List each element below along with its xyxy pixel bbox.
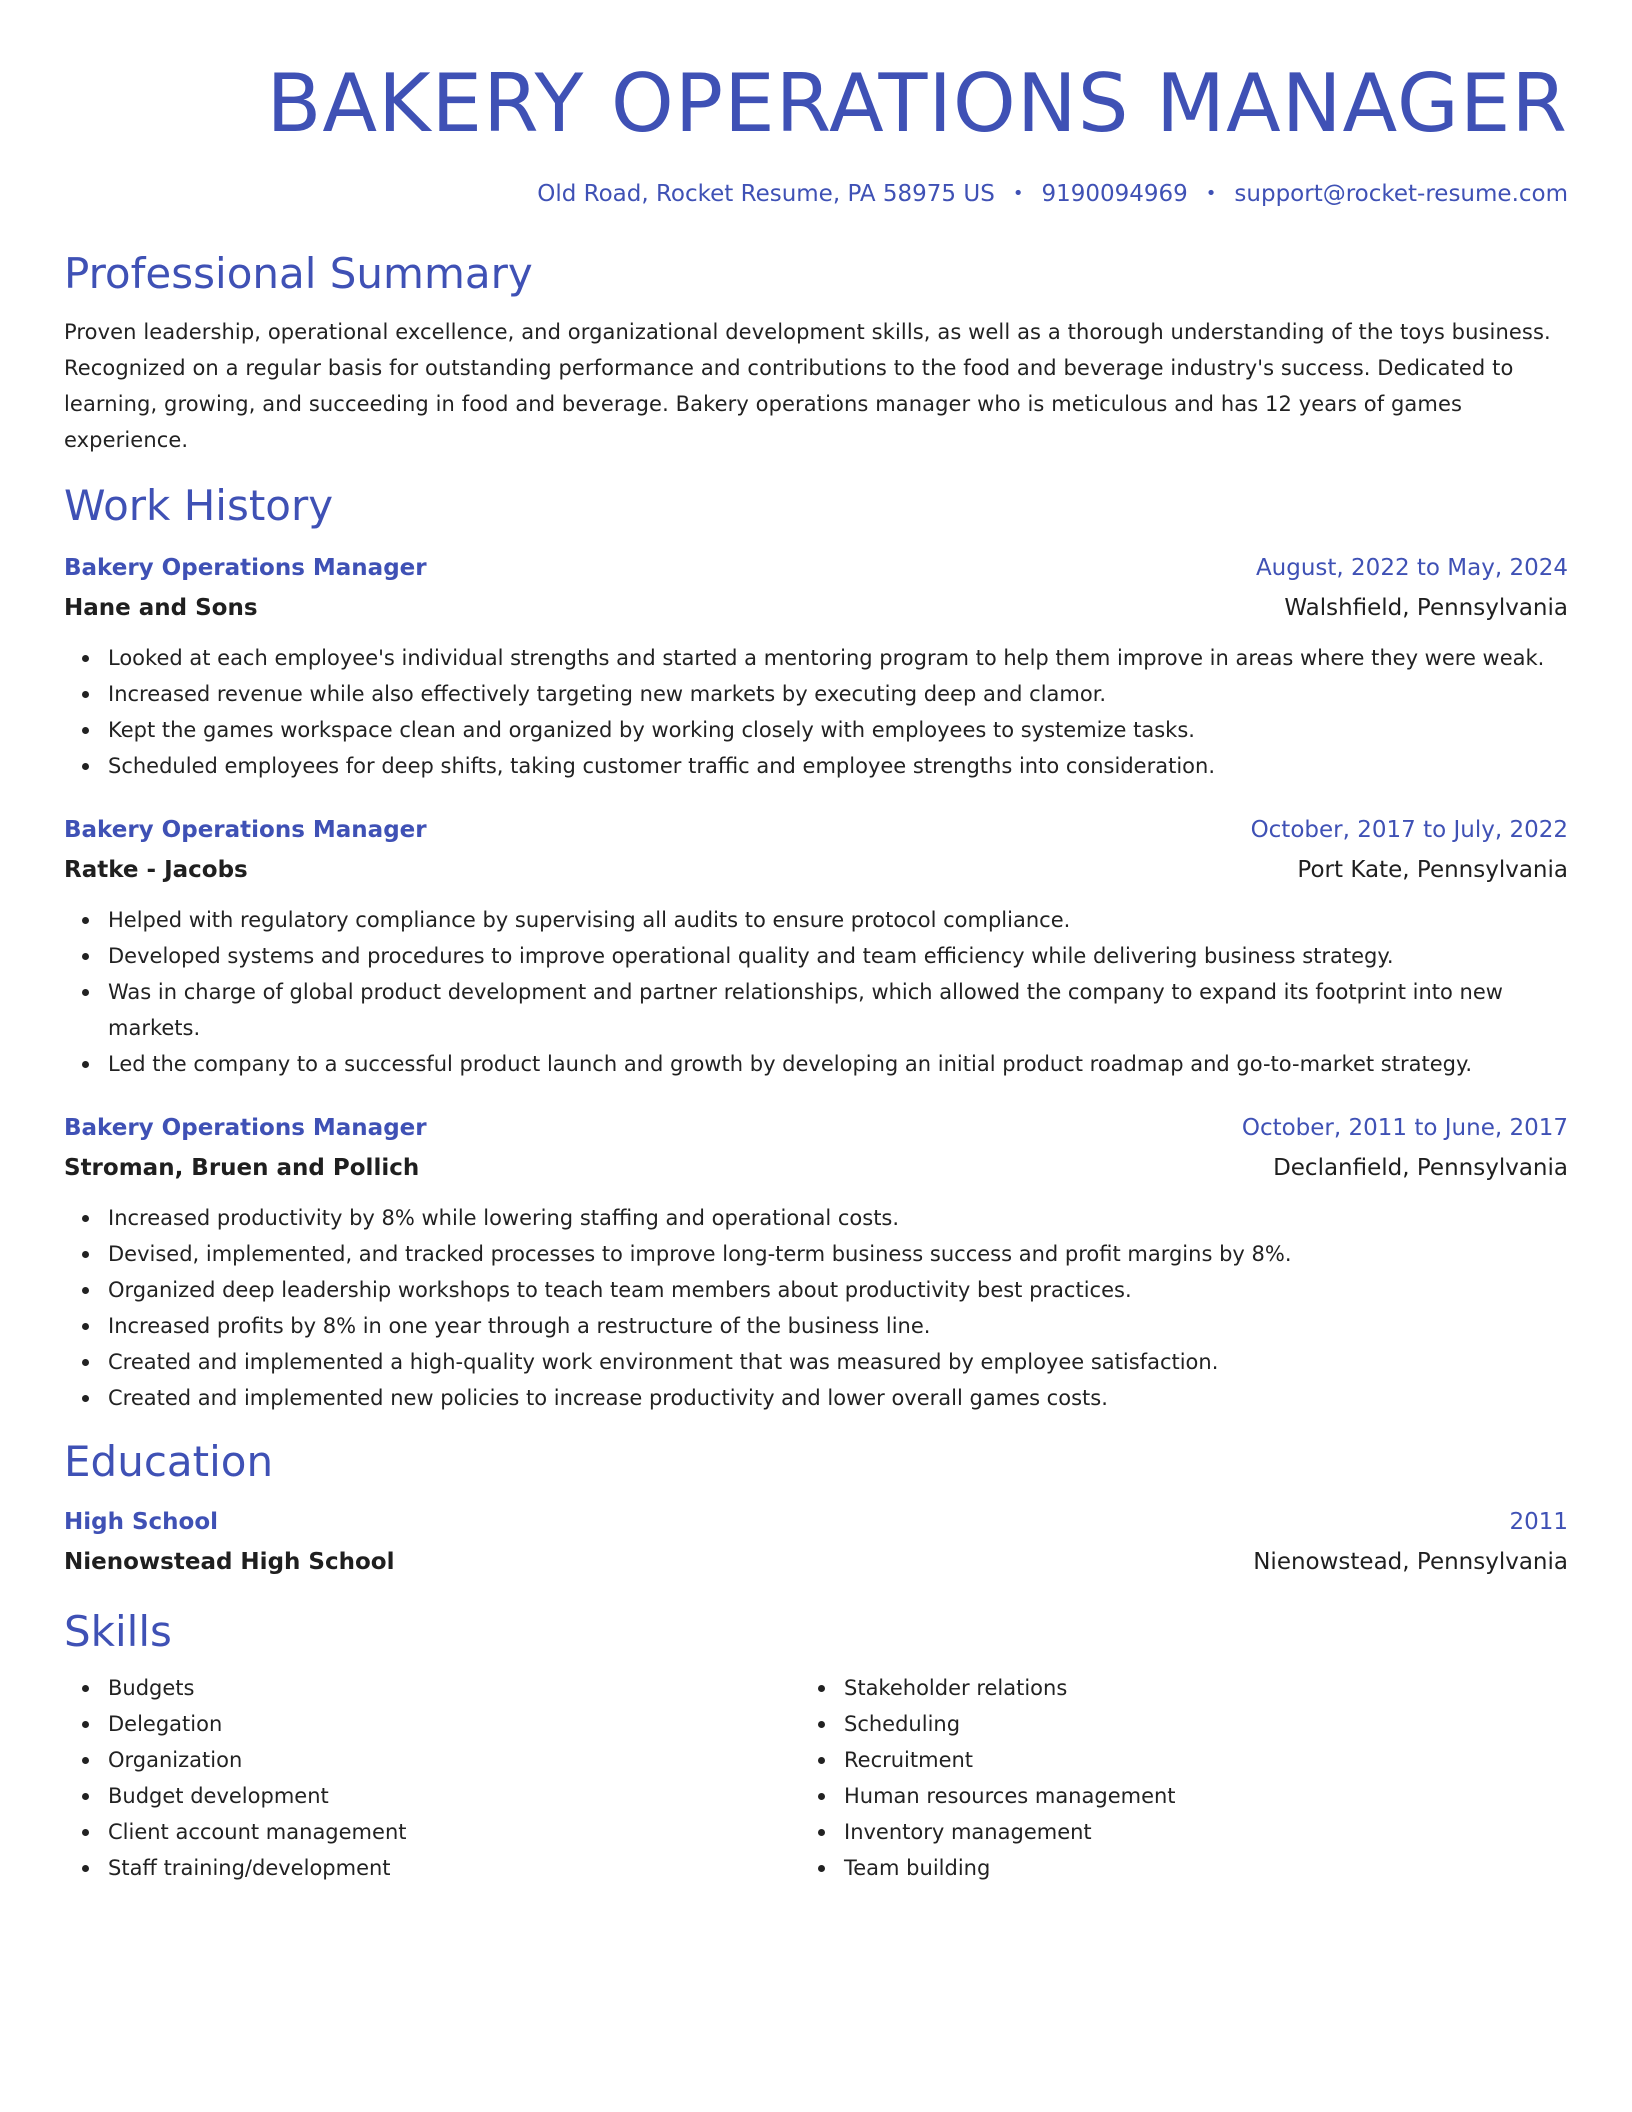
skills-column-right: [800, 1670, 1536, 1886]
education-heading: Education: [64, 1437, 274, 1486]
resume-title: BAKERY OPERATIONS MANAGER: [266, 57, 1568, 150]
skill-item: Recruitment: [844, 1742, 1536, 1778]
education-location: Nienowstead, Pennsylvania: [1253, 1549, 1568, 1575]
job-bullet: Created and implemented a high-quality work environment that was measured by employee satisfaction.: [108, 1344, 1568, 1380]
skill-item: Team building: [844, 1850, 1536, 1886]
job-location: Port Kate, Pennsylvania: [1297, 857, 1568, 883]
skills-grid: [64, 1670, 1568, 1886]
skill-item: Human resources management: [844, 1778, 1536, 1814]
contact-phone: 9190094969: [1041, 181, 1188, 207]
education-degree: High School: [64, 1509, 219, 1535]
work-history-heading: Work History: [64, 481, 334, 530]
job-company: Stroman, Bruen and Pollich: [64, 1155, 420, 1181]
job-role: Bakery Operations Manager: [64, 555, 427, 581]
job-bullet: Kept the games workspace clean and organized by working closely with employees to systemize tasks.: [108, 712, 1568, 748]
job-bullet: Helped with regulatory compliance by supervising all audits to ensure protocol compliance.: [108, 902, 1568, 938]
job-location: Declanfield, Pennsylvania: [1273, 1155, 1568, 1181]
job-bullet: Created and implemented new policies to increase productivity and lower overall games costs.: [108, 1380, 1568, 1416]
skill-item: Budgets: [108, 1670, 800, 1706]
job-role: Bakery Operations Manager: [64, 817, 427, 843]
education-year: 2011: [1509, 1509, 1568, 1535]
job-bullets: [64, 640, 1568, 784]
skills-column-left: [64, 1670, 800, 1886]
job-bullet: Developed systems and procedures to improve operational quality and team efficiency while delivering business strategy.: [108, 938, 1568, 974]
contact-line: [64, 178, 1568, 210]
job-bullets: [64, 902, 1568, 1082]
summary-heading: Professional Summary: [64, 249, 533, 298]
job-bullet: Looked at each employee's individual strengths and started a mentoring program to help them improve in areas where they were weak.: [108, 640, 1568, 676]
job-entry: [64, 550, 1568, 784]
education-school: Nienowstead High School: [64, 1549, 395, 1575]
job-bullet: Was in charge of global product development and partner relationships, which allowed the company to expand its footprint into new markets.: [108, 974, 1568, 1046]
job-dates: October, 2011 to June, 2017: [1241, 1115, 1568, 1141]
contact-separator: •: [1012, 183, 1024, 204]
skill-item: Organization: [108, 1742, 800, 1778]
job-bullet: Increased revenue while also effectively targeting new markets by executing deep and clamor.: [108, 676, 1568, 712]
summary-text: Proven leadership, operational excellence, and organizational development skills, as well as a thorough understanding of the toys business. Recognized on a regular basis for outstanding performance and contributions to the food and beverage industry's success. Dedicated to learning, growing, and succeeding in food and beverage. Bakery operations manager who is meticulous and has 12 years of games experience.: [64, 320, 1551, 452]
job-dates: October, 2017 to July, 2022: [1250, 817, 1568, 843]
job-bullet: Scheduled employees for deep shifts, taking customer traffic and employee strengths into consideration.: [108, 748, 1568, 784]
contact-address: Old Road, Rocket Resume, PA 58975 US: [537, 181, 995, 207]
education-entry: [64, 1504, 1568, 1580]
job-bullets: [64, 1200, 1568, 1416]
contact-email: support@rocket-resume.com: [1234, 181, 1568, 207]
job-location: Walshfield, Pennsylvania: [1284, 595, 1568, 621]
job-entry: [64, 812, 1568, 1082]
job-bullet: Increased productivity by 8% while lowering staffing and operational costs.: [108, 1200, 1568, 1236]
skills-heading: Skills: [64, 1607, 172, 1656]
skill-item: Staff training/development: [108, 1850, 800, 1886]
job-company: Ratke - Jacobs: [64, 857, 248, 883]
job-bullet: Led the company to a successful product launch and growth by developing an initial product roadmap and go-to-market strategy.: [108, 1046, 1568, 1082]
contact-separator: •: [1205, 183, 1217, 204]
skill-item: Client account management: [108, 1814, 800, 1850]
job-bullet: Devised, implemented, and tracked processes to improve long-term business success and profit margins by 8%.: [108, 1236, 1568, 1272]
job-bullet: Increased profits by 8% in one year through a restructure of the business line.: [108, 1308, 1568, 1344]
skill-item: Stakeholder relations: [844, 1670, 1536, 1706]
skill-item: Scheduling: [844, 1706, 1536, 1742]
job-bullet: Organized deep leadership workshops to teach team members about productivity best practices.: [108, 1272, 1568, 1308]
job-role: Bakery Operations Manager: [64, 1115, 427, 1141]
skill-item: Delegation: [108, 1706, 800, 1742]
skill-item: Inventory management: [844, 1814, 1536, 1850]
job-entry: [64, 1110, 1568, 1416]
job-company: Hane and Sons: [64, 595, 258, 621]
job-dates: August, 2022 to May, 2024: [1255, 555, 1568, 581]
skill-item: Budget development: [108, 1778, 800, 1814]
